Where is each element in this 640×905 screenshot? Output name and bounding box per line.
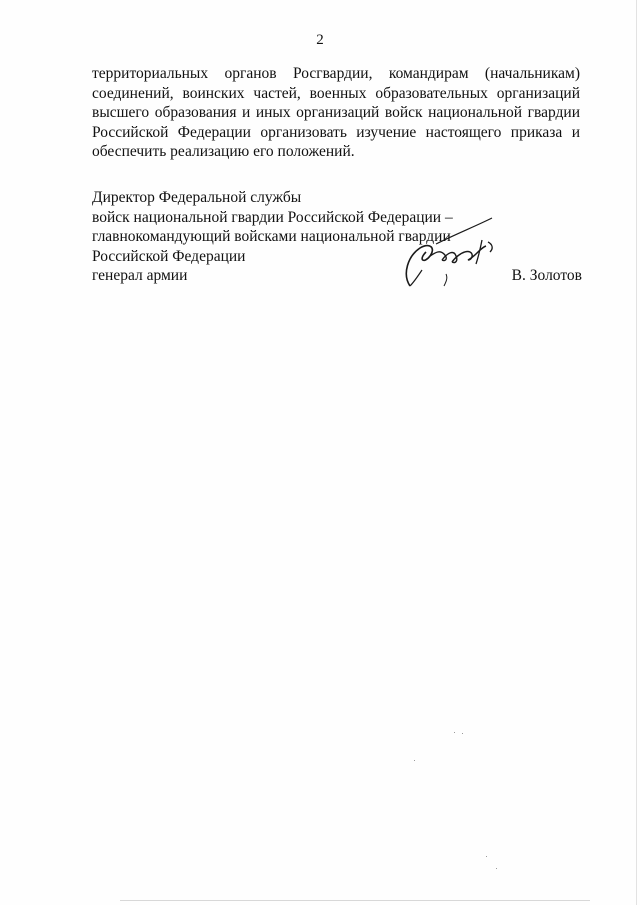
scan-speck (454, 732, 455, 733)
scan-speck (486, 856, 487, 857)
signer-rank-row (92, 266, 582, 286)
signer-title-line: главнокомандующий войсками национальной гвардии (92, 228, 451, 245)
body-line: территориальных органов Росгвардии, командирам (начальникам) (92, 65, 580, 82)
body-paragraph (92, 64, 580, 162)
signature-block (92, 188, 582, 286)
scan-speck (414, 760, 415, 761)
body-line: соединений, воинских частей, военных образовательных организаций (92, 84, 580, 102)
signer-title-line: Российской Федерации (92, 247, 246, 265)
scan-edge (120, 900, 590, 901)
body-line: обеспечить реализацию его положений. (92, 143, 355, 160)
scan-speck (496, 868, 497, 869)
signer-title-line: Директор Федеральной службы (92, 189, 302, 206)
signer-title-line: войск национальной гвардии Российской Федерации – (92, 208, 453, 226)
page-number: 2 (316, 32, 324, 48)
handwritten-signature-icon (396, 212, 508, 290)
body-line: Российской Федерации организовать изучение настоящего приказа и (92, 123, 580, 141)
scan-edge (636, 0, 637, 905)
scan-speck (462, 733, 463, 734)
signer-rank: генерал армии (92, 267, 188, 284)
signer-name: В. Золотов (511, 267, 582, 284)
body-line: высшего образования и иных организаций войск национальной гвардии (92, 104, 580, 121)
